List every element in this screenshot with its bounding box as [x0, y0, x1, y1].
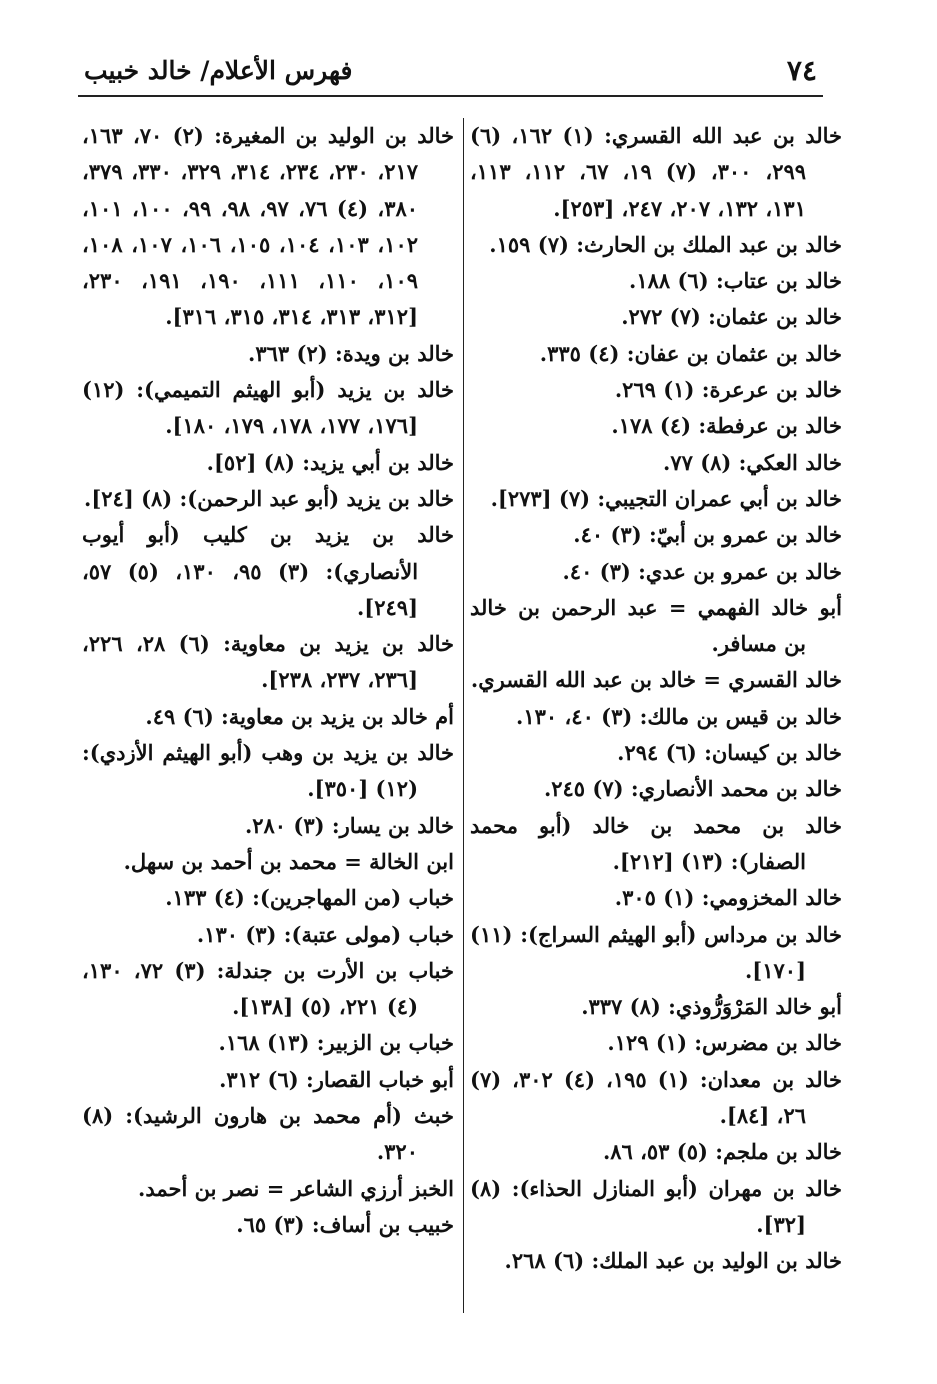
- index-entry: خالد بن عثمان: (٧) ٢٧٢.: [621, 304, 842, 330]
- index-entry: خالد بن عرعرة: (١) ٢٦٩.: [614, 377, 842, 403]
- index-entry: خالد بن عمرو بن عدي: (٣) ٤٠.: [562, 558, 842, 584]
- index-entry: خالد بن يزيد بن معاوية: (٦) ٢٨، ٢٢٦، [٢٣٦، ٢٣٧، ٢٣٨].: [82, 631, 455, 693]
- index-entry: خباب (مولى عتبة): (٣) ١٣٠.: [196, 921, 454, 947]
- index-entry: خالد بن قيس بن مالك: (٣) ٤٠، ١٣٠.: [516, 703, 842, 729]
- index-entry: خالد بن يزيد (أبو عبد الرحمن): (٨) [٢٤].: [84, 485, 454, 511]
- index-entry: خالد بن كيسان: (٦) ٢٩٤.: [617, 740, 842, 766]
- index-entry: خالد بن مرداس (أبو الهيثم السراج): (١١) [١٧٠].: [470, 921, 842, 983]
- index-entry: خالد العكي: (٨) ٧٧.: [663, 449, 842, 475]
- index-entry: خباب بن الأرت بن جندلة: (٣) ٧٢، ١٣٠، (٤) ٢٢١، (٥) [١٣٨].: [82, 957, 455, 1020]
- column-divider: [463, 118, 464, 1313]
- index-entry: خالد بن مهران (أبو المنازل الحذاء): (٨) [٣٢].: [470, 1175, 842, 1237]
- index-entry: خالد بن عثمان بن عفان: (٤) ٣٣٥.: [539, 340, 842, 366]
- index-entry: خباب بن الزبير: (١٣) ١٦٨.: [218, 1030, 454, 1056]
- index-entry: ابن الخالة = محمد بن أحمد بن سهل.: [123, 848, 454, 874]
- index-entry: خالد بن عبد الله القسري: (١) ١٦٢، (٦) ٢٩٩، ٣٠٠، (٧) ١٩، ٦٧، ١١٢، ١١٣، ١٣١، ١٣٢، ٢٠٧، ٢٤٧، [٢٥٣].: [470, 123, 842, 221]
- index-entry: أم خالد بن يزيد بن معاوية: (٦) ٤٩.: [145, 703, 454, 729]
- index-entry: خالد المخزومي: (١) ٣٠٥.: [614, 885, 842, 911]
- index-entry: أبو خالد المَرْوَرُّوذي: (٨) ٣٣٧.: [581, 994, 842, 1020]
- index-entry: خالد بن ويدة: (٢) ٣٦٣.: [248, 340, 454, 366]
- index-entry: خالد بن مضرس: (١) ١٢٩.: [607, 1030, 842, 1056]
- index-entry: خبيب بن أساف: (٣) ٦٥.: [236, 1211, 454, 1237]
- index-entry: خالد بن يسار: (٣) ٢٨٠.: [244, 812, 454, 838]
- index-entry: خالد بن يزيد بن وهب (أبو الهيثم الأزدي): (١٢) [٣٥٠].: [82, 740, 454, 802]
- index-entry: الخبز أرزي الشاعر = نصر بن أحمد.: [138, 1175, 454, 1201]
- page-number: ٧٤: [786, 54, 817, 87]
- header-rule: [78, 95, 823, 97]
- index-column-left: [82, 118, 454, 1243]
- index-entry: خالد بن معدان: (١) ١٩٥، (٤) ٣٠٢، (٧) ٢٦، [٨٤].: [470, 1066, 842, 1129]
- index-entry: خالد بن محمد الأنصاري: (٧) ٢٤٥.: [543, 776, 842, 802]
- index-entry: خالد بن أبي يزيد: (٨) [٥٢].: [206, 449, 454, 475]
- index-entry: خالد بن محمد بن خالد (أبو محمد الصفار): (١٣) [٢١٢].: [470, 812, 842, 874]
- index-entry: خالد بن أبي عمران التجيبي: (٧) [٢٧٣].: [490, 485, 842, 511]
- index-entry: أبو خالد الفهمي = عبد الرحمن بن خالد بن مسافر.: [470, 594, 842, 657]
- index-column-right: [470, 118, 842, 1280]
- index-entry: خالد بن ملجم: (٥) ٥٣، ٨٦.: [602, 1139, 842, 1165]
- index-entry: خالد بن الوليد بن عبد الملك: (٦) ٢٦٨.: [504, 1248, 842, 1274]
- index-entry: خباب (من المهاجرين): (٤) ١٣٣.: [165, 885, 454, 911]
- index-entry: خالد بن عتاب: (٦) ١٨٨.: [629, 268, 842, 294]
- index-entry: خالد بن عمرو بن أبيّ: (٣) ٤٠.: [573, 522, 842, 548]
- running-title: فهرس الأعلام/ خالد خبيب: [84, 56, 353, 85]
- index-entry: خالد القسري = خالد بن عبد الله القسري.: [470, 667, 842, 693]
- index-entry: خالد بن يزيد بن كليب (أبو أيوب الأنصاري): (٣) ٩٥، ١٣٠، (٥) ٥٧، [٢٤٩].: [82, 522, 454, 620]
- index-entry: خالد بن عرفطة: (٤) ١٧٨.: [611, 413, 842, 439]
- index-entry: خالد بن عبد الملك بن الحارث: (٧) ١٥٩.: [489, 231, 842, 257]
- index-entry: خالد بن يزيد (أبو الهيثم التميمي): (١٢) [١٧٦، ١٧٧، ١٧٨، ١٧٩، ١٨٠].: [82, 377, 454, 439]
- page-header: [78, 50, 823, 98]
- index-entry: خالد بن الوليد بن المغيرة: (٢) ٧٠، ١٦٣، ٢١٧، ٢٣٠، ٢٣٤، ٣١٤، ٣٢٩، ٣٣٠، ٣٧٩، ٣٨٠، (٤) ٧٦، ٩٧، ٩٨، ٩٩، ١٠٠، ١٠١، ١٠٢، ١٠٣، ١٠٤، ١٠٥، ١٠٦، ١٠٧، ١٠٨، ١٠٩، ١١٠، ١١١، ١٩٠، ١٩١، ٢٣٠، [٣١٢، ٣١٣، ٣١٤، ٣١٥، ٣١٦].: [82, 123, 454, 330]
- index-entry: أبو خباب القصار: (٦) ٣١٢.: [219, 1066, 454, 1092]
- index-entry: خبث (أم محمد بن هارون الرشيد): (٨) ٣٢٠.: [82, 1103, 454, 1165]
